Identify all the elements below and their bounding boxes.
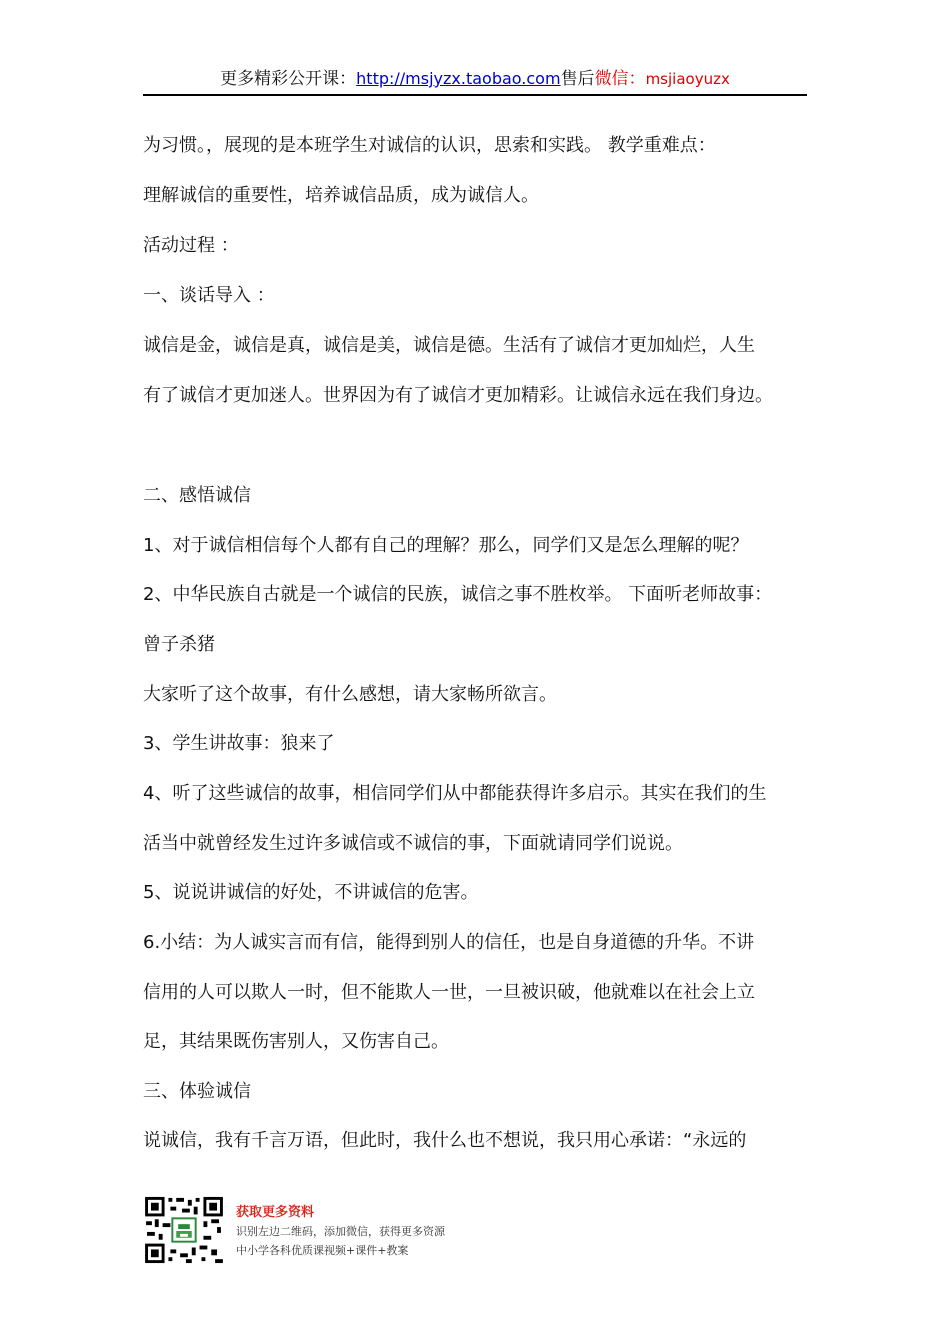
body-line: 活当中就曾经发生过许多诚信或不诚信的事，下面就请同学们说说。 bbox=[143, 833, 683, 854]
qr-code-icon[interactable] bbox=[143, 1195, 225, 1265]
footer-promo bbox=[143, 1195, 483, 1267]
body-line: 诚信是金，诚信是真，诚信是美，诚信是德。生活有了诚信才更加灿烂，人生 bbox=[143, 335, 755, 356]
body-line: 曾子杀猪 bbox=[143, 634, 215, 655]
body-line: 足，其结果既伤害别人，又伤害自己。 bbox=[143, 1031, 449, 1052]
header-after-sale: 售后 bbox=[560, 69, 595, 89]
section-heading: 三、体验诚信 bbox=[143, 1081, 251, 1102]
shop-link[interactable]: http://msjyzx.taobao.com bbox=[356, 69, 561, 88]
page-header bbox=[143, 66, 807, 96]
body-line: 为习惯。，展现的是本班学生对诚信的认识，思索和实践。 教学重难点： bbox=[143, 135, 716, 156]
header-wechat-label: 微信： bbox=[594, 69, 646, 89]
section-heading: 一、谈话导入 ： bbox=[143, 285, 275, 306]
promo-line-2: 中小学各科优质课视频+课件+教案 bbox=[236, 1244, 409, 1257]
body-line: 有了诚信才更加迷人。世界因为有了诚信才更加精彩。让诚信永远在我们身边。 bbox=[143, 385, 773, 406]
body-line: 2、中华民族自古就是一个诚信的民族，诚信之事不胜枚举。 下面听老师故事： bbox=[143, 584, 773, 605]
header-wechat-id: msjiaoyuzx bbox=[645, 70, 730, 88]
promo-title: 获取更多资料 bbox=[236, 1205, 315, 1220]
header-prefix: 更多精彩公开课： bbox=[220, 69, 357, 89]
body-line: 3、学生讲故事：狼来了 bbox=[143, 733, 335, 754]
body-line: 1、对于诚信相信每个人都有自己的理解？那么，同学们又是怎么理解的呢？ bbox=[143, 535, 749, 556]
body-line: 6.小结：为人诚实言而有信，能得到别人的信任，也是自身道德的升华。不讲 bbox=[143, 932, 755, 953]
body-line: 大家听了这个故事，有什么感想，请大家畅所欲言。 bbox=[143, 684, 557, 705]
body-line: 活动过程 ： bbox=[143, 235, 239, 256]
body-line: 理解诚信的重要性，培养诚信品质，成为诚信人。 bbox=[143, 185, 539, 206]
section-heading: 二、感悟诚信 bbox=[143, 485, 251, 506]
body-line: 说诚信，我有千言万语，但此时，我什么也不想说，我只用心承诺：“永远的 bbox=[143, 1130, 747, 1151]
promo-line-1: 识别左边二维码，添加微信，获得更多资源 bbox=[236, 1225, 445, 1238]
body-line: 5、说说讲诚信的好处，不讲诚信的危害。 bbox=[143, 882, 479, 903]
body-line: 信用的人可以欺人一时，但不能欺人一世，一旦被识破，他就难以在社会上立 bbox=[143, 982, 755, 1003]
body-line: 4、听了这些诚信的故事，相信同学们从中都能获得许多启示。其实在我们的生 bbox=[143, 783, 767, 804]
